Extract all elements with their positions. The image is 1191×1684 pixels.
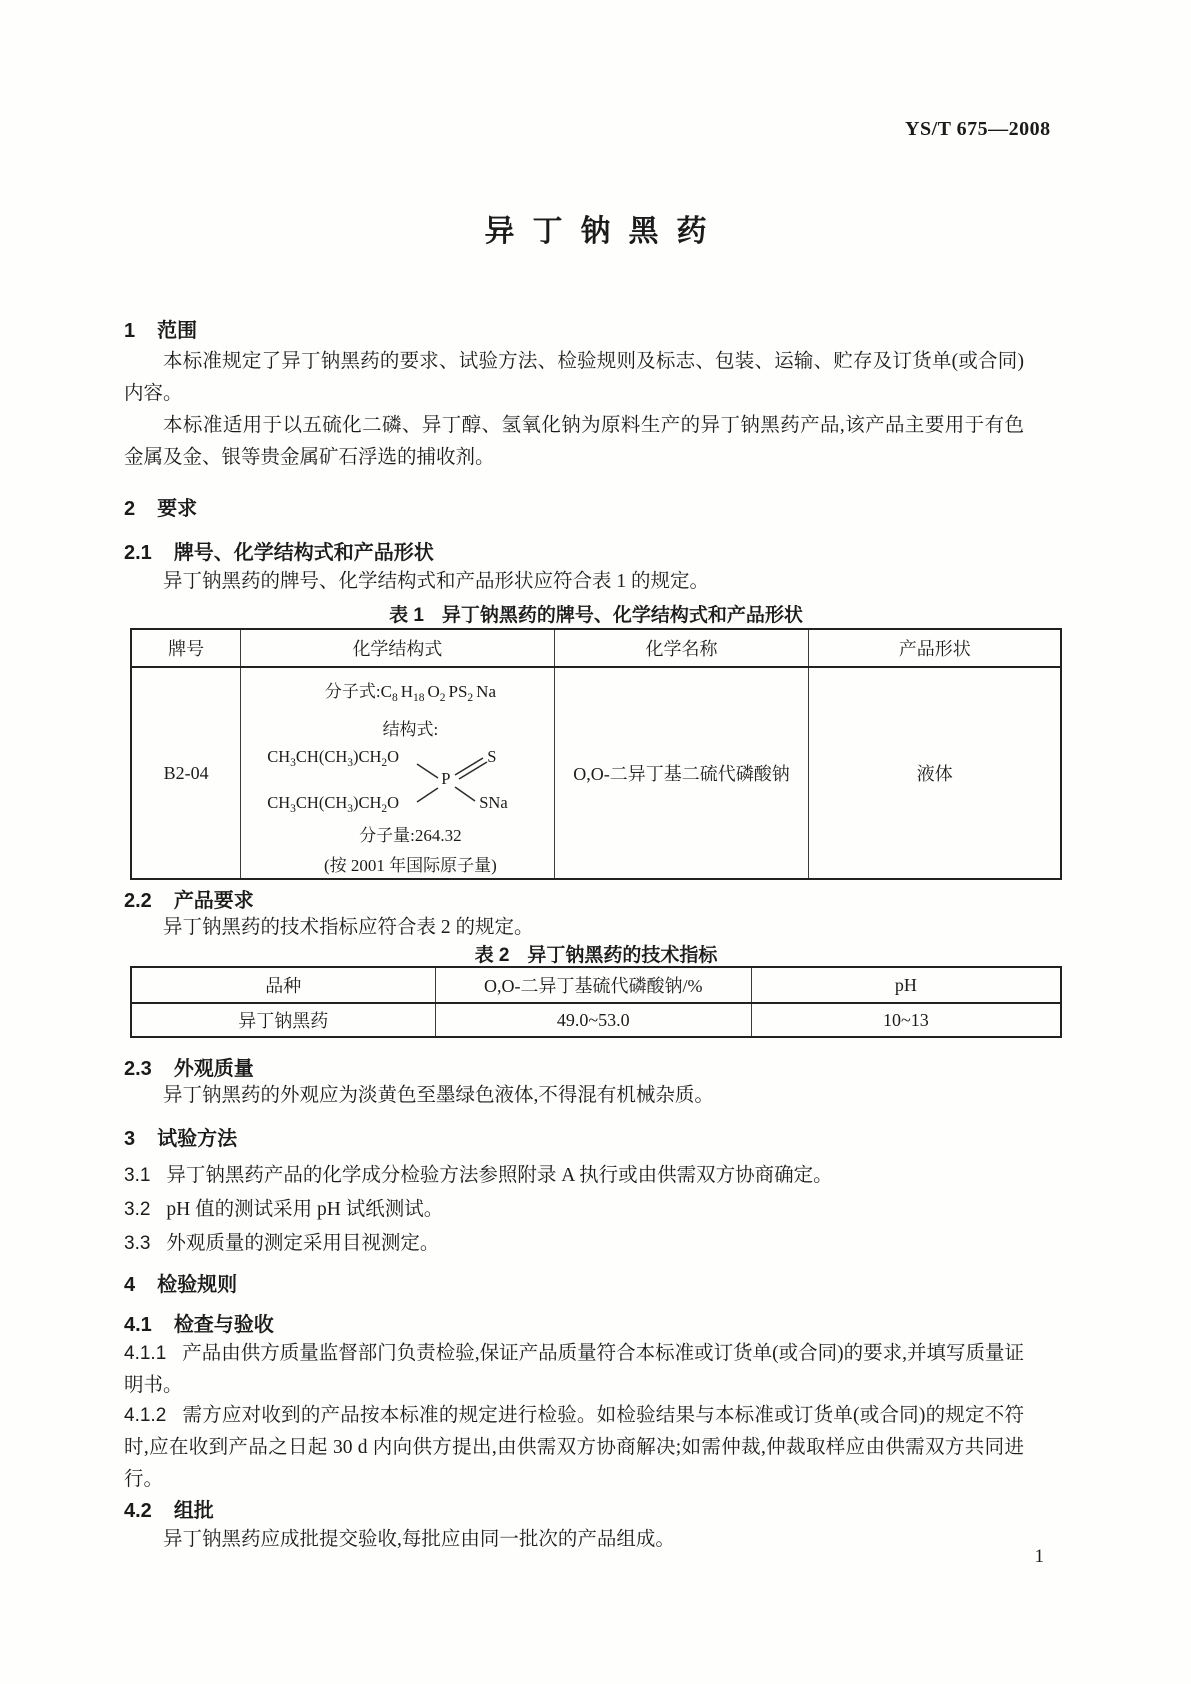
clause-4-1-2-text: 需方应对收到的产品按本标准的规定进行检验。如检验结果与本标准或订货单(或合同)的规定不符时,应在收到产品之日起 30 d 内向供方提出,由供需双方协商解决;如需仲裁,仲裁取样应由供需双方共同进行。 bbox=[124, 1405, 1024, 1490]
chain-subscript: 3 bbox=[347, 803, 353, 815]
section-2-1-heading bbox=[124, 536, 434, 565]
phosphorus-atom: P bbox=[441, 769, 451, 788]
clause-4-1-2 bbox=[124, 1400, 1024, 1496]
standard-code: YS/T 675—2008 bbox=[905, 118, 1051, 140]
chain-subscript: 2 bbox=[381, 803, 388, 815]
section-4-title: 检验规则 bbox=[157, 1274, 238, 1296]
clause-3-2 bbox=[124, 1194, 1024, 1226]
section-3-title: 试验方法 bbox=[157, 1128, 238, 1150]
chain-part: CH(CH bbox=[295, 793, 348, 812]
table-1-header-form: 产品形状 bbox=[809, 629, 1061, 667]
scope-paragraph-1: 本标准规定了异丁钠黑药的要求、试验方法、检验规则及标志、包装、运输、贮存及订货单(或合同)内容。 bbox=[124, 351, 1024, 404]
table-2-header-content: O,O-二异丁基硫代磷酸钠/% bbox=[435, 967, 751, 1003]
section-2-3-paragraph: 异丁钠黑药的外观应为淡黄色至墨绿色液体,不得混有机械杂质。 bbox=[163, 1085, 714, 1106]
molecular-weight-value: 264.32 bbox=[414, 826, 462, 845]
section-4-2-title: 组批 bbox=[173, 1500, 214, 1522]
table-2-caption-title: 异丁钠黑药的技术指标 bbox=[527, 945, 718, 966]
section-2-3-heading bbox=[124, 1052, 254, 1081]
section-2-2-paragraph: 异丁钠黑药的技术指标应符合表 2 的规定。 bbox=[163, 917, 534, 938]
structure-cell bbox=[241, 667, 554, 879]
chain-subscript: 3 bbox=[290, 803, 296, 815]
chemical-name-cell: O,O-二异丁基二硫代磷酸钠 bbox=[554, 667, 809, 879]
clause-4-1-1 bbox=[124, 1338, 1024, 1402]
section-2-heading bbox=[124, 492, 197, 521]
table-1-header-structure: 化学结构式 bbox=[241, 629, 554, 667]
clause-4-1-2-number: 4.1.2 bbox=[124, 1405, 167, 1426]
chain-part: CH bbox=[267, 747, 291, 766]
section-2-3-number: 2.3 bbox=[124, 1058, 152, 1080]
section-4-heading bbox=[124, 1268, 237, 1297]
chain-subscript: 2 bbox=[381, 757, 388, 769]
chain-part: )CH bbox=[353, 793, 382, 812]
section-1-heading bbox=[124, 314, 197, 343]
section-2-1-paragraph: 异丁钠黑药的牌号、化学结构式和产品形状应符合表 1 的规定。 bbox=[163, 571, 710, 592]
table-1-header-chem-name: 化学名称 bbox=[554, 629, 809, 667]
clause-3-1-text: 异丁钠黑药产品的化学成分检验方法参照附录 A 执行或由供需双方协商确定。 bbox=[166, 1165, 833, 1186]
table-2-caption bbox=[130, 940, 1062, 967]
table-1-header-grade: 牌号 bbox=[131, 629, 241, 667]
section-2-title: 要求 bbox=[157, 498, 198, 520]
product-form-cell: 液体 bbox=[809, 667, 1061, 879]
chain-part: CH bbox=[267, 793, 291, 812]
table-1-caption-label: 表 1 bbox=[389, 605, 424, 626]
clause-3-3 bbox=[124, 1228, 1024, 1260]
variety-cell: 异丁钠黑药 bbox=[131, 1003, 435, 1037]
chain-part: CH(CH bbox=[295, 747, 348, 766]
table-1 bbox=[130, 628, 1062, 880]
table-2-data-row bbox=[131, 1003, 1061, 1037]
table-1-header-row bbox=[131, 629, 1061, 667]
table-2-header-row bbox=[131, 967, 1061, 1003]
molecular-weight-label: 分子量: bbox=[359, 826, 415, 845]
formula-part: Na bbox=[476, 682, 496, 701]
clause-3-1 bbox=[124, 1160, 1024, 1192]
section-4-2-paragraph: 异丁钠黑药应成批提交验收,每批应由同一批次的产品组成。 bbox=[163, 1529, 675, 1550]
table-1-caption bbox=[130, 600, 1062, 627]
section-3-heading bbox=[124, 1122, 237, 1151]
formula-subscript: 18 bbox=[412, 692, 425, 704]
table-1-data-row bbox=[131, 667, 1061, 879]
chain-part: O bbox=[387, 747, 400, 766]
clause-4-1-1-text: 产品由供方质量监督部门负责检验,保证产品质量符合本标准或订货单(或合同)的要求,并填写质量证明书。 bbox=[124, 1343, 1025, 1396]
chain-part: )CH bbox=[353, 747, 382, 766]
page-number: 1 bbox=[1034, 1546, 1044, 1567]
formula-subscript: 2 bbox=[467, 692, 474, 704]
section-4-1-number: 4.1 bbox=[124, 1314, 152, 1336]
formula-part: C bbox=[380, 682, 392, 701]
molecular-formula-label: 分子式: bbox=[324, 682, 381, 701]
content-range-cell: 49.0~53.0 bbox=[435, 1003, 751, 1037]
section-2-2-heading bbox=[124, 884, 254, 913]
scope-paragraph-2: 本标准适用于以五硫化二磷、异丁醇、氢氧化钠为原料生产的异丁钠黑药产品,该产品主要用于有色金属及金、银等贵金属矿石浮选的捕收剂。 bbox=[124, 415, 1024, 468]
table-2-header-ph: pH bbox=[751, 967, 1061, 1003]
section-2-1-number: 2.1 bbox=[124, 542, 152, 564]
chain-subscript: 3 bbox=[290, 757, 296, 769]
clause-3-2-number: 3.2 bbox=[124, 1199, 151, 1220]
section-2-2-title: 产品要求 bbox=[173, 890, 254, 912]
section-2-number: 2 bbox=[124, 498, 136, 520]
clause-3-3-text: 外观质量的测定采用目视测定。 bbox=[166, 1233, 440, 1254]
section-2-2-number: 2.2 bbox=[124, 890, 152, 912]
grade-cell: B2-04 bbox=[131, 667, 241, 879]
structure-label: 结构式: bbox=[382, 720, 439, 739]
document-title: 异丁钠黑药 bbox=[484, 215, 725, 248]
section-4-2-heading bbox=[124, 1494, 214, 1523]
sodium-thiolate-group: SNa bbox=[479, 793, 508, 812]
clause-4-1-1-number: 4.1.1 bbox=[124, 1343, 167, 1364]
structural-formula bbox=[267, 748, 559, 816]
formula-subscript: 8 bbox=[391, 692, 398, 704]
section-4-1-heading bbox=[124, 1308, 274, 1337]
section-1-title: 范围 bbox=[157, 320, 198, 342]
table-2 bbox=[130, 966, 1062, 1038]
atomic-weight-note: (按 2001 年国际原子量) bbox=[324, 856, 497, 875]
formula-part: H bbox=[400, 682, 413, 701]
section-4-1-title: 检查与验收 bbox=[173, 1314, 274, 1336]
chain-part: O bbox=[387, 793, 400, 812]
table-1-caption-title: 异丁钠黑药的牌号、化学结构式和产品形状 bbox=[441, 605, 803, 626]
clause-3-2-text: pH 值的测试采用 pH 试纸测试。 bbox=[166, 1199, 444, 1220]
molecular-weight-line bbox=[267, 824, 553, 848]
chain-subscript: 3 bbox=[347, 757, 353, 769]
formula-part: O bbox=[427, 682, 440, 701]
section-2-1-title: 牌号、化学结构式和产品形状 bbox=[173, 542, 434, 564]
section-1-number: 1 bbox=[124, 320, 136, 342]
section-4-number: 4 bbox=[124, 1274, 136, 1296]
alkyl-chain-bottom bbox=[267, 794, 399, 818]
clause-3-1-number: 3.1 bbox=[124, 1165, 151, 1186]
section-3-number: 3 bbox=[124, 1128, 136, 1150]
ph-range-cell: 10~13 bbox=[751, 1003, 1061, 1037]
section-2-3-title: 外观质量 bbox=[173, 1058, 254, 1080]
clause-3-3-number: 3.3 bbox=[124, 1233, 151, 1254]
alkyl-chain-top bbox=[267, 748, 399, 772]
formula-part: PS bbox=[448, 682, 468, 701]
table-2-caption-label: 表 2 bbox=[474, 945, 510, 966]
table-2-header-variety: 品种 bbox=[131, 967, 435, 1003]
molecular-formula-line bbox=[267, 680, 553, 710]
formula-subscript: 2 bbox=[439, 692, 446, 704]
sulfur-atom: S bbox=[487, 747, 497, 766]
section-4-2-number: 4.2 bbox=[124, 1500, 152, 1522]
